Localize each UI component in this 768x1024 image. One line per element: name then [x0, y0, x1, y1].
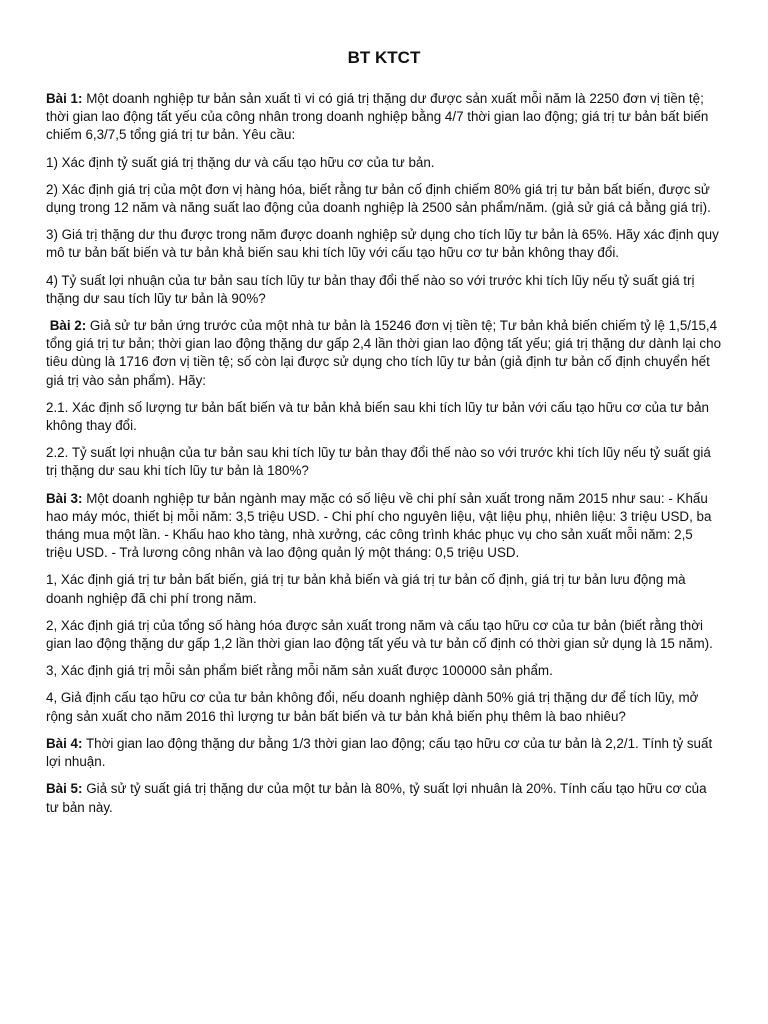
- paragraph-text: 2.1. Xác định số lượng tư bản bất biến và tư bản khả biến sau khi tích lũy tư bản với cấu tạo hữu cơ của tư bản không thay đổi.: [46, 399, 710, 434]
- paragraph-text: 3) Giá trị thặng dư thu được trong năm được doanh nghiệp sử dụng cho tích lũy tư bản là 65%. Hãy xác định quy mô tư bản bất biến và tư bản khả biến sau khi tích lũy với cấu tạo hữu cơ tư bản không thay đổi.: [46, 227, 719, 261]
- paragraph: [46, 317, 722, 390]
- paragraph: [46, 662, 722, 680]
- paragraph: [46, 154, 722, 172]
- paragraph: [46, 689, 722, 725]
- paragraph: [46, 490, 722, 563]
- exercise-label: Bài 4:: [46, 735, 83, 751]
- paragraph-text: Giả sử tư bản ứng trước của một nhà tư bản là 15246 đơn vị tiền tệ; Tư bản khả biến chiếm tỷ lệ 1,5/15,4 tổng giá trị tư bản; thời gian lao động thặng dư gấp 2,4 lần thời gian lao động tất yếu; giá trị thặng dư dành lại cho tiêu dùng là 1716 đơn vị tiền tệ; số còn lại được sử dụng cho tích lũy tư bản (giả định tư bản cố định chuyển hết giá trị vào sản phẩm). Hãy:: [46, 318, 722, 388]
- paragraph-text: 1) Xác định tỷ suất giá trị thặng dư và cấu tạo hữu cơ của tư bản.: [46, 154, 435, 170]
- paragraph-text: 2) Xác định giá trị của một đơn vị hàng hóa, biết rằng tư bản cố định chiếm 80% giá trị tư bản bất biến, được sử dụng trong 12 năm và năng suất lao động của doanh nghiệp là 2500 sản phẩm/năm. (giả sử giá cả bằng giá trị).: [46, 181, 711, 216]
- paragraph: [46, 90, 722, 145]
- paragraph: [46, 399, 722, 435]
- paragraph: [46, 571, 722, 607]
- document-title: BT KTCT: [347, 48, 421, 67]
- exercise-label: Bài 5:: [46, 781, 83, 797]
- exercise-label: Bài 1:: [46, 91, 83, 106]
- exercise-label: Bài 3:: [46, 490, 83, 506]
- paragraph-text: Một doanh nghiệp tư bản ngành may mặc có số liệu về chi phí sản xuất trong năm 2015 như sau: - Khấu hao máy móc, thiết bị mỗi năm: 3,5 triệu USD. - Chi phí cho nguyên liệu, vật liệu phụ, nhiên liệu: 3 triệu USD, ba tháng mua một lần. - Khấu hao kho tàng, nhà xưởng, các công trình khác phục vụ cho sản xuất mỗi năm: 2,5 triệu USD. - Trả lương công nhân và lao động quản lý một tháng: 0,5 triệu USD.: [46, 490, 712, 561]
- paragraph: [46, 735, 722, 771]
- paragraph-text: Giả sử tỷ suất giá trị thặng dư của một tư bản là 80%, tỷ suất lợi nhuân là 20%. Tính cấu tạo hữu cơ của tư bản này.: [46, 781, 707, 815]
- paragraph-text: 4) Tỷ suất lợi nhuận của tư bản sau tích lũy tư bản thay đổi thế nào so với trước khi tích lũy nếu tỷ suất giá trị thặng dư sau tích lũy tư bản là 90%?: [46, 272, 695, 306]
- paragraph-text: 3, Xác định giá trị mỗi sản phẩm biết rằng mỗi năm sản xuất được 100000 sản phẩm.: [46, 663, 553, 679]
- paragraph: [46, 226, 722, 262]
- paragraph-text: 1, Xác định giá trị tư bản bất biến, giá trị tư bản khả biến và giá trị tư bản cố định, giá trị tư bản lưu động mà doanh nghiệp đã chi phí trong năm.: [46, 572, 686, 606]
- paragraph: [46, 444, 722, 480]
- paragraph: [46, 780, 722, 816]
- paragraph: [46, 181, 722, 217]
- paragraph: [46, 272, 722, 308]
- paragraph-text: 2, Xác định giá trị của tổng số hàng hóa được sản xuất trong năm và cấu tạo hữu cơ của tư bản (biết rằng thời gian lao động thặng dư gấp 1,2 lần thời gian lao động tất yếu và tư bản cố định có thời gian sử dụng là 15 năm).: [46, 617, 713, 652]
- paragraph-text: 2.2. Tỷ suất lợi nhuận của tư bản sau khi tích lũy tư bản thay đổi thế nào so với trước khi tích lũy nếu tỷ suất giá trị thặng dư sau khi tích lũy tư bản là 180%?: [46, 445, 711, 479]
- exercise-label: Bài 2:: [46, 318, 87, 334]
- paragraph-text: 4, Giả định cấu tạo hữu cơ của tư bản không đổi, nếu doanh nghiệp dành 50% giá trị thặng dư để tích lũy, mở rộng sản xuất cho năm 2016 thì lượng tư bản bất biến và tư bản khả biến phụ thêm là bao nhiêu?: [46, 690, 699, 724]
- paragraph-text: Một doanh nghiệp tư bản sản xuất tì vi có giá trị thặng dư được sản xuất mỗi năm là 2250 đơn vị tiền tệ; thời gian lao động tất yếu của công nhân trong doanh nghiệp bằng 4/7 thời gian lao động; giá trị tư bản bất biến chiếm 6,3/7,5 tổng giá trị tư bản. Yêu cầu:: [46, 91, 709, 143]
- paragraph: [46, 617, 722, 653]
- paragraph-text: Thời gian lao động thặng dư bằng 1/3 thời gian lao động; cấu tạo hữu cơ của tư bản là 2,2/1. Tính tỷ suất lợi nhuận.: [46, 735, 713, 770]
